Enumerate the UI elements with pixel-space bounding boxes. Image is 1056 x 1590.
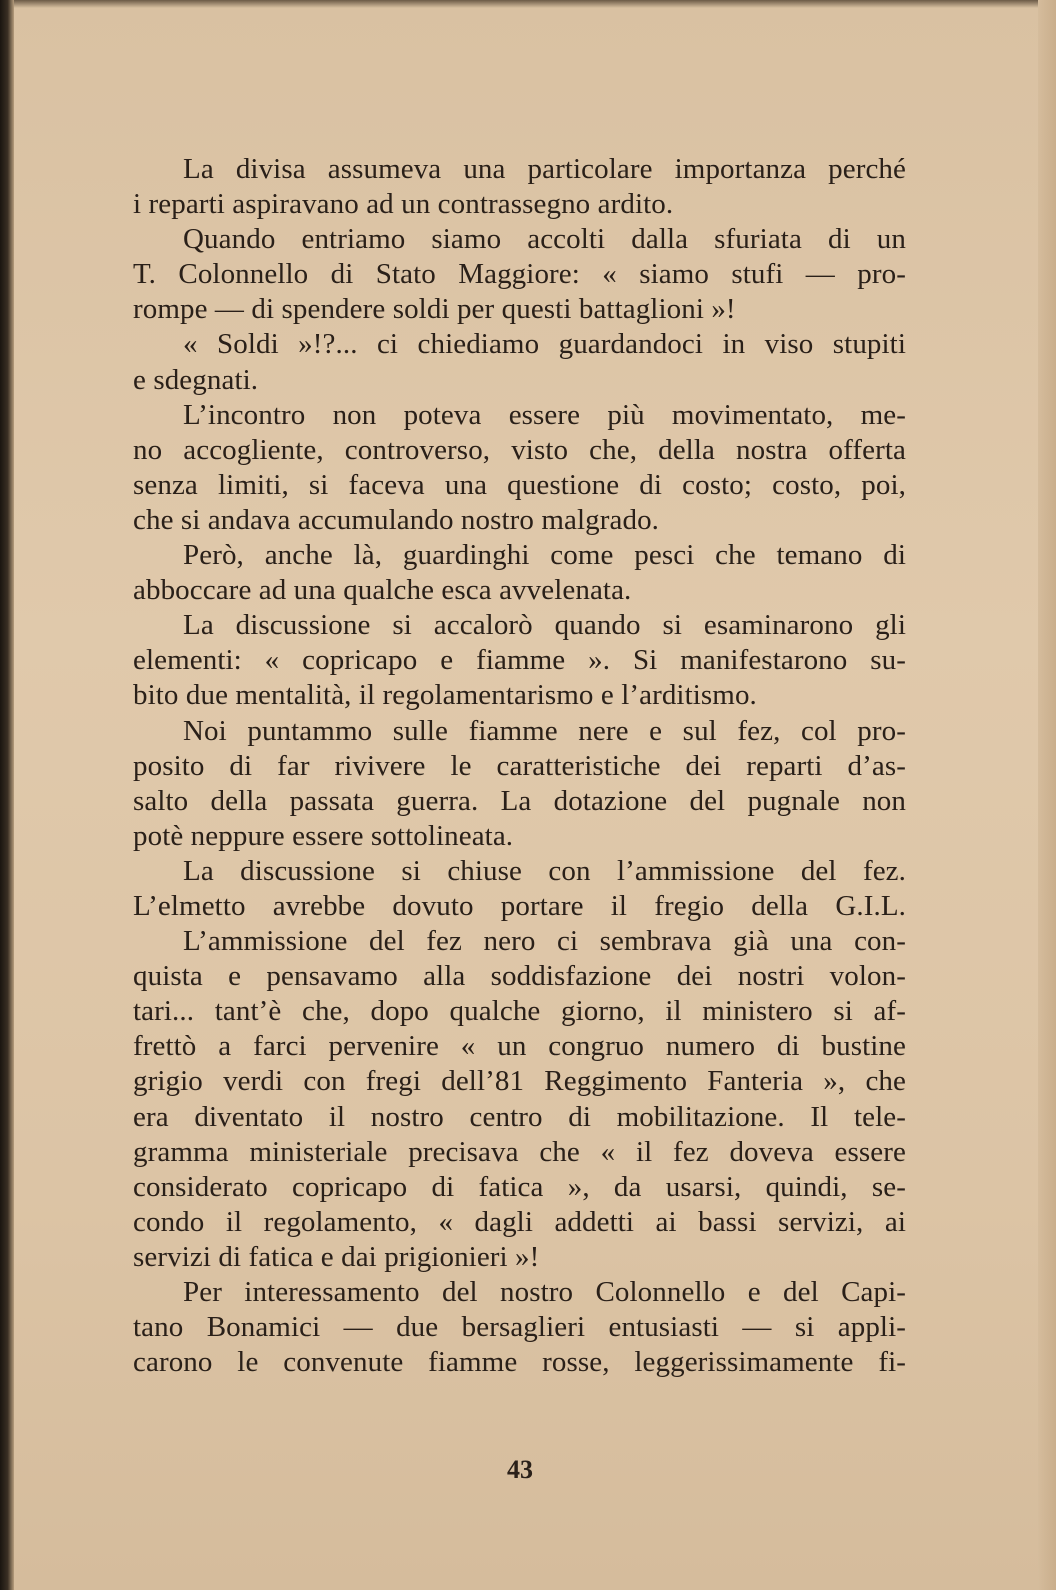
text-line: gramma ministeriale precisava che « il fez doveva essere xyxy=(133,1135,906,1168)
text-line: considerato copricapo di fatica », da usarsi, quindi, se- xyxy=(133,1170,906,1203)
text-line: frettò a farci pervenire « un congruo numero di bustine xyxy=(133,1030,906,1063)
text-line: senza limiti, si faceva una questione di costo; costo, poi, xyxy=(133,468,906,501)
page-top-edge xyxy=(14,0,1056,8)
text-line: salto della passata guerra. La dotazione del pugnale non xyxy=(133,784,906,817)
text-line: La discussione si accalorò quando si esaminarono gli xyxy=(183,609,906,642)
text-line: L’ammissione del fez nero ci sembrava già una con- xyxy=(183,925,906,958)
text-line: quista e pensavamo alla soddisfazione dei nostri volon- xyxy=(133,960,906,993)
page-number: 43 xyxy=(507,1455,533,1484)
text-line: grigio verdi con fregi dell’81 Reggimento Fanteria », che xyxy=(133,1065,906,1098)
text-line: L’incontro non poteva essere più movimentato, me- xyxy=(183,398,906,431)
text-line: bito due mentalità, il regolamentarismo e l’arditismo. xyxy=(133,679,757,712)
text-line: Noi puntammo sulle fiamme nere e sul fez, col pro- xyxy=(183,714,906,747)
text-line: Quando entriamo siamo accolti dalla sfuriata di un xyxy=(183,223,906,256)
text-line: elementi: « copricapo e fiamme ». Si manifestarono su- xyxy=(133,644,906,677)
text-line: rompe — di spendere soldi per questi battaglioni »! xyxy=(133,293,736,326)
text-line: abboccare ad una qualche esca avvelenata. xyxy=(133,574,632,607)
text-line: La discussione si chiuse con l’ammissione del fez. xyxy=(183,854,906,887)
text-line: L’elmetto avrebbe dovuto portare il fregio della G.I.L. xyxy=(133,889,906,922)
text-line: La divisa assumeva una particolare importanza perché xyxy=(183,153,906,185)
text-line: no accogliente, controverso, visto che, della nostra offerta xyxy=(133,433,906,466)
text-line: tano Bonamici — due bersaglieri entusiasti — si appli- xyxy=(133,1311,906,1344)
body-text xyxy=(133,152,906,1380)
text-line: potè neppure essere sottolineata. xyxy=(133,819,514,852)
text-line: Però, anche là, guardinghi come pesci che temano di xyxy=(183,539,906,572)
text-line: che si andava accumulando nostro malgrado. xyxy=(133,503,660,536)
page-right-edge xyxy=(1038,0,1056,1590)
text-line: servizi di fatica e dai prigionieri »! xyxy=(133,1240,540,1273)
text-line: « Soldi »!?... ci chiediamo guardandoci in viso stupiti xyxy=(183,328,906,361)
text-line: e sdegnati. xyxy=(133,363,259,396)
text-line: tari... tant’è che, dopo qualche giorno, il ministero si af- xyxy=(133,995,906,1028)
text-line: Per interessamento del nostro Colonnello e del Capi- xyxy=(183,1276,906,1308)
text-line: carono le convenute fiamme rosse, leggerissimamente fi- xyxy=(133,1346,906,1379)
text-line: T. Colonnello di Stato Maggiore: « siamo stufi — pro- xyxy=(133,258,906,291)
page-spine-shadow xyxy=(0,0,14,1590)
text-line: era diventato il nostro centro di mobilitazione. Il tele- xyxy=(133,1100,906,1133)
text-line: i reparti aspiravano ad un contrassegno ardito. xyxy=(133,188,674,221)
text-line: condo il regolamento, « dagli addetti ai bassi servizi, ai xyxy=(133,1205,906,1238)
text-line: posito di far rivivere le caratteristiche dei reparti d’as- xyxy=(133,749,906,782)
